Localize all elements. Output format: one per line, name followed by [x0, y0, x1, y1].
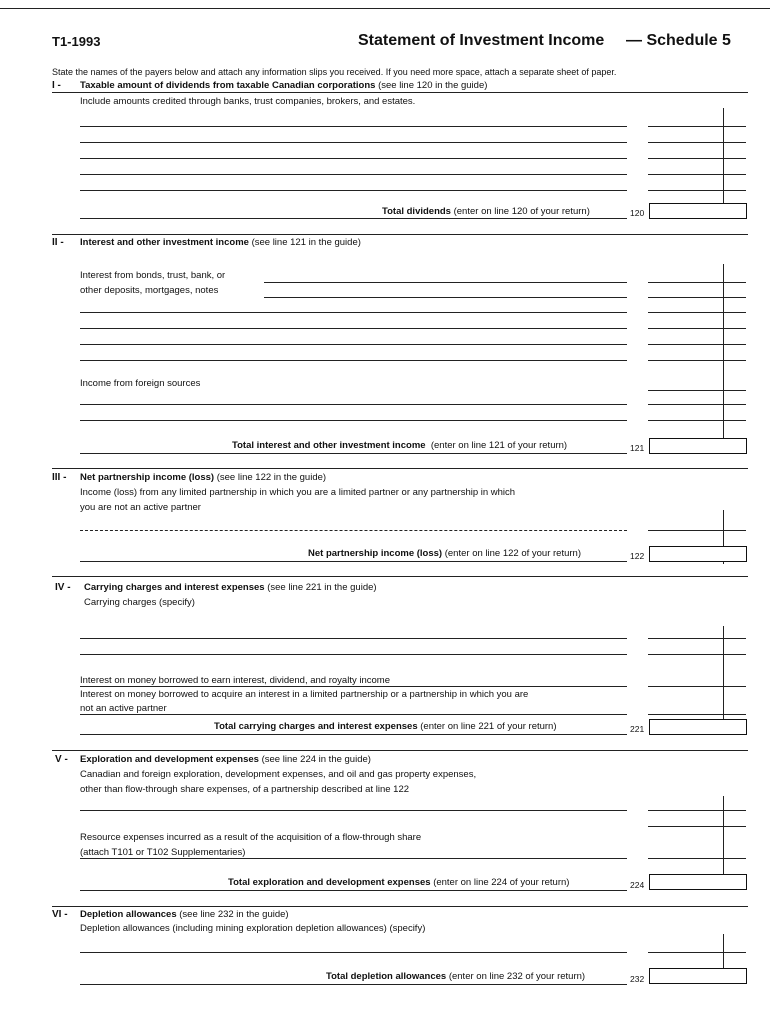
section-4-desc: Carrying charges (specify) — [84, 597, 195, 608]
interest-amount-line[interactable] — [648, 404, 746, 405]
depletion-total-field[interactable] — [649, 968, 747, 984]
dividend-payer-line[interactable] — [80, 158, 627, 159]
section-2-top-rule — [52, 234, 748, 235]
interest-line[interactable] — [80, 360, 627, 361]
carrying-amount-line[interactable] — [648, 638, 746, 639]
exploration-amount-line[interactable] — [648, 858, 746, 859]
section-1-heading — [80, 80, 487, 91]
total-dividends-title: Total dividends — [382, 206, 451, 217]
foreign-income-line[interactable] — [80, 404, 627, 405]
section-1-number: I - — [52, 80, 61, 91]
resource-expense-label-2: (attach T101 or T102 Supplementaries) — [80, 847, 246, 858]
section-6-desc: Depletion allowances (including mining exploration depletion allowances) (specify) — [80, 923, 426, 934]
total-dividends-note: (enter on line 120 of your return) — [453, 206, 590, 217]
dividend-amount-line[interactable] — [648, 126, 746, 127]
form-title: Statement of Investment Income — [358, 32, 605, 49]
dividend-amount-line[interactable] — [648, 158, 746, 159]
carrying-total-title: Total carrying charges and interest expenses — [214, 721, 418, 732]
partnership-interest-rule — [80, 714, 627, 715]
carrying-charge-line[interactable] — [80, 654, 627, 655]
section-3-top-rule — [52, 468, 748, 469]
interest-bonds-label-2: other deposits, mortgages, notes — [80, 285, 219, 296]
section-4-ref: (see line 221 in the guide) — [267, 582, 377, 593]
section-5-ref: (see line 224 in the guide) — [261, 754, 371, 765]
exploration-total-field[interactable] — [649, 874, 747, 890]
depletion-line[interactable] — [80, 952, 627, 953]
interest-total-rule — [80, 453, 627, 454]
interest-amount-line[interactable] — [648, 282, 746, 283]
interest-amount-line[interactable] — [648, 360, 746, 361]
exploration-amount-line[interactable] — [648, 826, 746, 827]
top-border — [0, 8, 770, 9]
section-1-ref: (see line 120 in the guide) — [378, 80, 488, 91]
intro-text: State the names of the payers below and attach any information slips you received. If you need more space, attach a separate sheet of paper. — [52, 67, 617, 77]
line-232-number: 232 — [630, 974, 645, 984]
exploration-amount-line[interactable] — [648, 810, 746, 811]
section-6-number: VI - — [52, 909, 68, 920]
partnership-interest-label-1: Interest on money borrowed to acquire an interest in a limited partnership or a partnership in which you are — [80, 689, 529, 700]
dividend-total-rule — [80, 218, 627, 219]
interest-line[interactable] — [80, 312, 627, 313]
interest-amount-line[interactable] — [648, 390, 746, 391]
section-5-title: Exploration and development expenses — [80, 754, 259, 765]
line-122-number: 122 — [630, 551, 645, 561]
interest-amount-line[interactable] — [648, 297, 746, 298]
line-221-number: 221 — [630, 724, 645, 734]
partnership-interest-label-2: not an active partner — [80, 703, 167, 714]
exploration-total-label — [228, 877, 569, 888]
carrying-charge-line[interactable] — [80, 638, 627, 639]
section-1-rule — [52, 92, 748, 93]
foreign-income-label: Income from foreign sources — [80, 378, 201, 389]
cents-divider — [723, 626, 724, 734]
carrying-total-rule — [80, 734, 627, 735]
partnership-total-title: Net partnership income (loss) — [308, 548, 443, 559]
partnership-total-note: (enter on line 122 of your return) — [444, 548, 581, 559]
total-interest-field[interactable] — [649, 438, 747, 454]
section-3-number: III - — [52, 472, 67, 483]
dividend-amount-line[interactable] — [648, 190, 746, 191]
section-5-heading — [80, 754, 371, 765]
total-interest-label — [232, 440, 567, 451]
section-4-title: Carrying charges and interest expenses — [84, 582, 265, 593]
section-2-title: Interest and other investment income — [80, 237, 249, 248]
partnership-total-label — [308, 548, 581, 559]
interest-borrowed-label: Interest on money borrowed to earn interest, dividend, and royalty income — [80, 675, 390, 686]
section-2-heading — [80, 237, 361, 248]
exploration-total-note: (enter on line 224 of your return) — [433, 877, 570, 888]
cents-divider — [723, 108, 724, 218]
section-1-title: Taxable amount of dividends from taxable Canadian corporations — [80, 80, 376, 91]
interest-amount-line[interactable] — [648, 344, 746, 345]
section-4-number: IV - — [55, 582, 71, 593]
section-6-title: Depletion allowances — [80, 909, 177, 920]
carrying-total-label — [214, 721, 557, 732]
section-5-top-rule — [52, 750, 748, 751]
section-2-number: II - — [52, 237, 64, 248]
line-120-number: 120 — [630, 208, 645, 218]
resource-expense-rule — [80, 858, 627, 859]
section-3-desc-2: you are not an active partner — [80, 502, 201, 513]
section-6-heading — [80, 909, 289, 920]
dividend-amount-line[interactable] — [648, 142, 746, 143]
carrying-amount-line[interactable] — [648, 654, 746, 655]
section-1-desc: Include amounts credited through banks, trust companies, brokers, and estates. — [80, 96, 416, 107]
dividend-payer-line[interactable] — [80, 126, 627, 127]
schedule-label: — Schedule 5 — [626, 32, 731, 49]
dividend-payer-line[interactable] — [80, 142, 627, 143]
section-3-ref: (see line 122 in the guide) — [216, 472, 327, 483]
depletion-amount-line[interactable] — [648, 952, 746, 953]
section-6-top-rule — [52, 906, 748, 907]
interest-amount-line[interactable] — [648, 328, 746, 329]
carrying-total-note: (enter on line 221 of your return) — [420, 721, 557, 732]
partnership-amount-line[interactable] — [648, 530, 746, 531]
depletion-total-title: Total depletion allowances — [326, 971, 447, 982]
depletion-total-rule — [80, 984, 627, 985]
carrying-amount-line[interactable] — [648, 686, 746, 687]
dividend-payer-line[interactable] — [80, 174, 627, 175]
line-121-number: 121 — [630, 443, 645, 453]
exploration-line[interactable] — [80, 810, 627, 811]
partnership-total-field[interactable] — [649, 546, 747, 562]
total-dividends-field[interactable] — [649, 203, 747, 219]
form-id: T1-1993 — [52, 34, 101, 49]
section-4-heading — [84, 582, 377, 593]
total-interest-title: Total interest and other investment income — [232, 440, 426, 451]
section-4-top-rule — [52, 576, 748, 577]
section-6-ref: (see line 232 in the guide) — [179, 909, 289, 920]
section-3-heading — [80, 472, 326, 483]
interest-amount-line[interactable] — [648, 312, 746, 313]
section-3-desc-1: Income (loss) from any limited partnership in which you are a limited partner or any partnership in which — [80, 487, 516, 498]
interest-bonds-label-1: Interest from bonds, trust, bank, or — [80, 270, 226, 281]
partnership-total-rule — [80, 561, 627, 562]
carrying-amount-line[interactable] — [648, 714, 746, 715]
exploration-total-title: Total exploration and development expenses — [228, 877, 431, 888]
interest-line[interactable] — [264, 297, 627, 298]
exploration-total-rule — [80, 890, 627, 891]
interest-line[interactable] — [264, 282, 627, 283]
section-5-desc-1: Canadian and foreign exploration, development expenses, and oil and gas property expenses, — [80, 769, 477, 780]
interest-line[interactable] — [80, 344, 627, 345]
total-dividends-label — [382, 206, 590, 217]
interest-amount-line[interactable] — [648, 420, 746, 421]
partnership-line[interactable] — [80, 530, 627, 531]
section-5-number: V - — [55, 754, 68, 765]
resource-expense-label-1: Resource expenses incurred as a result of the acquisition of a flow-through share — [80, 832, 422, 843]
dividend-amount-line[interactable] — [648, 174, 746, 175]
depletion-total-label — [326, 971, 585, 982]
cents-divider — [723, 264, 724, 454]
line-224-number: 224 — [630, 880, 645, 890]
depletion-total-note: (enter on line 232 of your return) — [448, 971, 586, 982]
section-3-title: Net partnership income (loss) — [80, 472, 215, 483]
foreign-income-line[interactable] — [80, 420, 627, 421]
total-interest-note: (enter on line 121 of your return) — [430, 440, 568, 451]
interest-borrowed-rule — [80, 686, 627, 687]
section-2-ref: (see line 121 in the guide) — [251, 237, 361, 248]
carrying-total-field[interactable] — [649, 719, 747, 735]
section-5-desc-2: other than flow-through share expenses, of a partnership described at line 122 — [80, 784, 410, 795]
dividend-payer-line[interactable] — [80, 190, 627, 191]
interest-line[interactable] — [80, 328, 627, 329]
